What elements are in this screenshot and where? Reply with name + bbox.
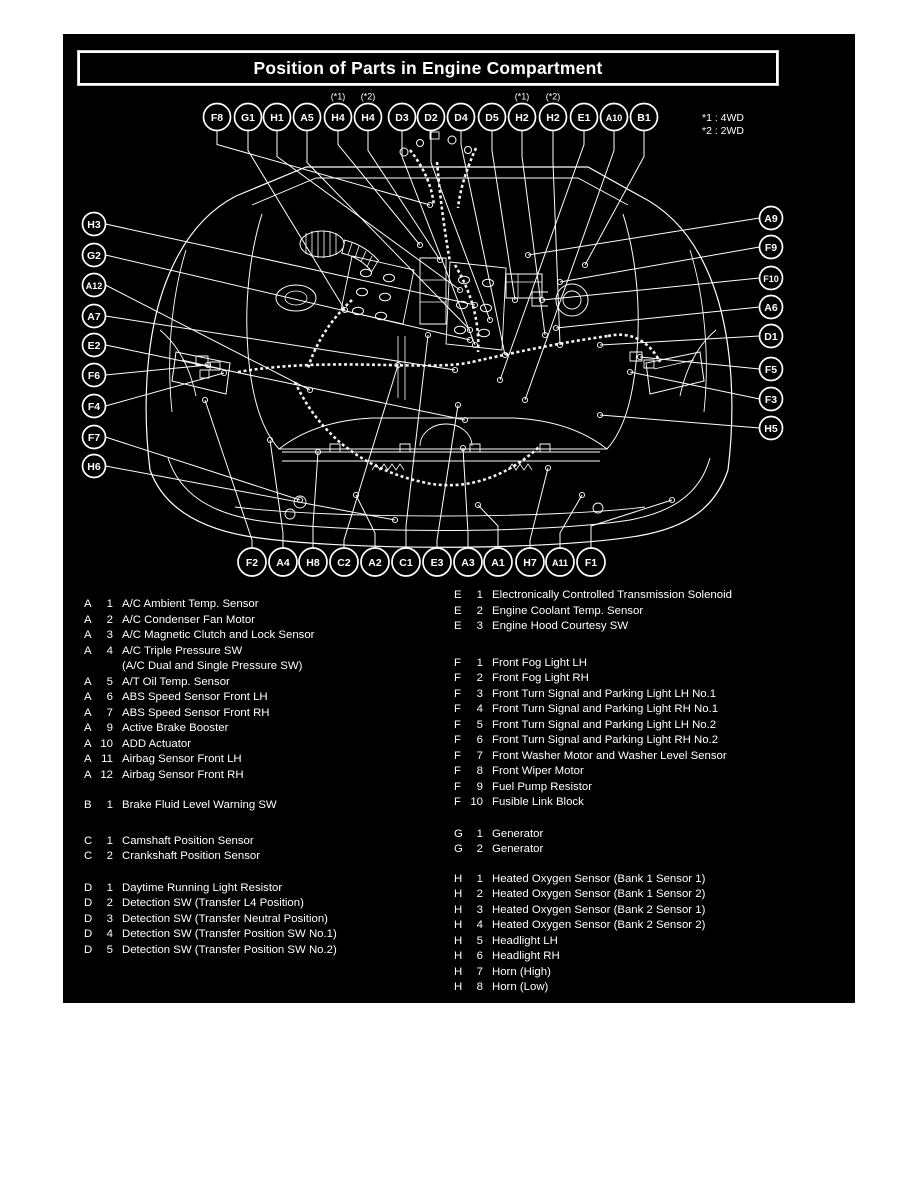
legend-code-number: 6 — [476, 734, 483, 746]
leader-line-H1 — [277, 131, 460, 291]
leader-line-F2 — [205, 400, 252, 548]
legend-code-letter: D — [84, 943, 93, 956]
callout-label-H6: H6 — [87, 460, 101, 473]
legend-code-letter: A — [84, 675, 92, 688]
legend-part-name: A/T Oil Temp. Sensor — [122, 675, 230, 688]
legend-code-letter: F — [454, 780, 461, 793]
legend-code-number: 1 — [106, 881, 113, 894]
legend-code-number: 1 — [476, 872, 483, 885]
legend-part-name: Headlight RH — [492, 950, 560, 962]
legend-code-letter: F — [454, 734, 461, 746]
legend-code-letter: A — [84, 768, 92, 781]
callout-label-G2: G2 — [86, 249, 102, 262]
legend-code-number: 1 — [106, 799, 113, 811]
legend-code-letter: C — [84, 834, 93, 847]
callout-label-A1: A1 — [491, 556, 505, 569]
legend-section — [84, 834, 337, 865]
legend-code-number: 4 — [476, 703, 483, 715]
legend-code-letter: D — [84, 928, 93, 940]
callout-label-F8: F8 — [210, 111, 224, 124]
legend-code-number: 12 — [100, 768, 113, 781]
legend-row — [454, 656, 732, 672]
legend-code-letter: C — [84, 850, 93, 862]
legend-part-name: A/C Triple Pressure SW — [122, 644, 243, 657]
callout-label-C1: C1 — [399, 556, 413, 569]
legend-row — [454, 872, 732, 888]
leader-line-D1 — [600, 336, 760, 345]
legend-code-letter: G — [454, 843, 463, 855]
leader-lines — [106, 131, 760, 549]
legend-row — [84, 659, 337, 675]
legend-part-name: Heated Oxygen Sensor (Bank 1 Sensor 2) — [492, 888, 706, 900]
legend-code-letter: H — [454, 934, 463, 947]
legend-code-letter: H — [454, 903, 463, 916]
page-title: Position of Parts in Engine Compartment — [253, 57, 603, 78]
note-4wd: *1 : 4WD — [702, 112, 745, 124]
legend-code-number: 8 — [476, 765, 483, 777]
leader-line-H2 — [522, 131, 545, 336]
legend-part-name: Brake Fluid Level Warning SW — [122, 799, 277, 811]
callout-label-D2: D2 — [424, 111, 438, 124]
legend-row — [84, 943, 337, 959]
callout-label-A7: A7 — [87, 310, 101, 323]
legend-code-number: 3 — [476, 687, 483, 700]
callout-label-F5: F5 — [764, 363, 778, 376]
callout-label-B1: B1 — [637, 111, 651, 124]
legend-section — [84, 597, 337, 783]
legend-left-column — [84, 597, 337, 958]
legend-part-name: Front Turn Signal and Parking Light RH No.2 — [492, 734, 719, 746]
callout-label-A9: A9 — [764, 212, 778, 225]
legend-code-letter: H — [454, 888, 463, 900]
legend-code-letter: F — [454, 765, 461, 777]
legend-code-number: 2 — [106, 897, 113, 909]
legend-code-letter: A — [84, 644, 92, 657]
leader-line-A6 — [556, 307, 760, 328]
legend-part-name: Fusible Link Block — [492, 796, 584, 808]
leader-line-D3 — [402, 131, 475, 346]
callout-label-A4: A4 — [276, 556, 290, 569]
callout-label-F3: F3 — [764, 393, 778, 406]
legend-code-number: 2 — [106, 850, 113, 862]
legend-code-letter: A — [84, 598, 92, 610]
legend-part-name: Airbag Sensor Front LH — [122, 753, 242, 765]
legend-part-name: A/C Condenser Fan Motor — [122, 613, 255, 626]
legend-row — [84, 721, 337, 737]
legend-code-number — [98, 659, 113, 675]
leader-line-H4 — [338, 131, 420, 246]
leader-line-H5 — [600, 415, 760, 428]
leader-line-A3 — [463, 448, 468, 548]
callout-label-C2: C2 — [337, 556, 351, 569]
legend-code-number: 2 — [476, 843, 483, 855]
legend-part-name: Engine Coolant Temp. Sensor — [492, 604, 644, 617]
legend-code-letter: F — [454, 687, 461, 700]
legend-code-number: 1 — [476, 656, 483, 669]
legend-code-number: 9 — [106, 722, 113, 734]
legend-code-number: 2 — [476, 888, 483, 900]
legend-part-name: Fuel Pump Resistor — [492, 780, 593, 793]
legend-code-letter — [84, 659, 98, 675]
legend-row — [454, 718, 732, 734]
legend-code-letter: E — [454, 589, 462, 601]
legend-part-name: Front Turn Signal and Parking Light RH No.1 — [492, 703, 719, 715]
legend-code-letter: G — [454, 827, 463, 840]
callout-label-A5: A5 — [300, 111, 314, 124]
callout-label-F10: F10 — [763, 273, 779, 284]
legend-part-name: Front Washer Motor and Washer Level Sensor — [492, 749, 727, 762]
callout-label-G1: G1 — [240, 111, 256, 124]
legend-section — [454, 656, 732, 811]
callout-label-F2: F2 — [245, 556, 259, 569]
legend-row — [84, 628, 337, 644]
legend-row — [84, 706, 337, 722]
callout-label-A2: A2 — [368, 556, 382, 569]
legend-code-letter: F — [454, 703, 461, 715]
legend-part-name: Electronically Controlled Transmission Solenoid — [492, 589, 732, 601]
legend-part-name: Active Brake Booster — [122, 722, 229, 734]
legend-code-number: 11 — [101, 753, 113, 765]
callout-label-F7: F7 — [87, 431, 101, 444]
leader-line-H6 — [106, 466, 396, 520]
legend-code-number: 7 — [476, 749, 483, 762]
legend-right-column — [454, 588, 732, 996]
legend-part-name: Front Turn Signal and Parking Light LH No.1 — [492, 687, 717, 700]
legend-code-letter: A — [84, 722, 92, 734]
legend-part-name: Detection SW (Transfer Position SW No.1) — [122, 928, 337, 940]
callout-label-H4: H4 — [331, 111, 345, 124]
legend-code-letter: A — [84, 613, 92, 626]
legend-code-letter: D — [84, 897, 93, 909]
legend-row — [454, 780, 732, 796]
legend-row — [84, 798, 337, 814]
legend-code-letter: F — [454, 749, 461, 762]
legend-code-letter: A — [84, 691, 92, 703]
legend-code-number: 3 — [106, 629, 113, 641]
legend-row — [454, 827, 732, 843]
legend-code-number: 6 — [476, 950, 483, 962]
callout-label-H7: H7 — [523, 556, 537, 569]
callout-label-A3: A3 — [461, 556, 475, 569]
legend-row — [454, 671, 732, 687]
legend-part-name: Front Wiper Motor — [492, 765, 584, 777]
legend-row — [454, 588, 732, 604]
leader-line-F6 — [106, 365, 209, 375]
legend-code-number: 8 — [476, 981, 483, 993]
callout-label-E3: E3 — [430, 556, 444, 569]
leader-line-E2 — [106, 345, 466, 420]
legend-part-name: Front Fog Light RH — [492, 672, 589, 684]
legend-code-letter: A — [84, 629, 92, 641]
callout-label-E2: E2 — [87, 339, 101, 352]
legend-code-letter: F — [454, 796, 461, 808]
legend-code-letter: H — [454, 872, 463, 885]
legend-row — [454, 795, 732, 811]
legend-part-name: ABS Speed Sensor Front LH — [122, 691, 268, 703]
legend-part-name: Airbag Sensor Front RH — [122, 768, 244, 781]
legend-row — [454, 687, 732, 703]
leader-line-D5 — [492, 131, 515, 301]
callout-label-A11: A11 — [551, 557, 569, 568]
legend-code-number: 6 — [106, 691, 113, 703]
legend-code-number: 5 — [106, 675, 113, 688]
legend-code-letter: H — [454, 919, 463, 931]
legend-row — [84, 675, 337, 691]
callout-label-A6: A6 — [764, 301, 778, 314]
legend-section — [84, 881, 337, 959]
legend-code-number: 7 — [476, 965, 483, 978]
legend-row — [454, 619, 732, 635]
legend-code-number: 5 — [106, 943, 113, 956]
legend-row — [454, 934, 732, 950]
legend-part-name: ABS Speed Sensor Front RH — [122, 706, 270, 719]
legend-code-number: 1 — [106, 598, 113, 610]
legend-code-number: 1 — [476, 589, 483, 601]
legend-part-name: Heated Oxygen Sensor (Bank 1 Sensor 1) — [492, 872, 706, 885]
legend-code-number: 2 — [476, 672, 483, 684]
callout-label-E1: E1 — [577, 111, 591, 124]
callout-label-H1: H1 — [270, 111, 284, 124]
legend-row — [454, 980, 732, 996]
legend-row — [84, 896, 337, 912]
legend-code-number: 4 — [106, 644, 113, 657]
note-2wd: *2 : 2WD — [702, 125, 745, 137]
legend-row — [84, 881, 337, 897]
leader-line-E3 — [437, 405, 458, 548]
legend-row — [454, 965, 732, 981]
legend-part-name: Detection SW (Transfer Position SW No.2) — [122, 943, 337, 956]
leader-line-A12 — [106, 285, 311, 390]
legend-code-number: 3 — [476, 903, 483, 916]
legend-part-name: Daytime Running Light Resistor — [122, 881, 283, 894]
legend-row — [454, 918, 732, 934]
legend-row — [454, 733, 732, 749]
callout-label-H8: H8 — [306, 556, 320, 569]
legend-code-letter: B — [84, 799, 92, 811]
callout-label-H5: H5 — [764, 422, 778, 435]
legend-code-number: 4 — [106, 928, 113, 940]
legend-code-letter: E — [454, 604, 462, 617]
legend-code-letter: E — [454, 620, 462, 632]
legend-code-letter: A — [84, 753, 92, 765]
legend-row — [84, 644, 337, 660]
legend-code-number: 10 — [100, 737, 113, 750]
legend-row — [454, 887, 732, 903]
callout-label-H2: H2 — [515, 111, 529, 124]
leader-line-D2 — [431, 131, 490, 321]
legend-code-number: 10 — [470, 796, 483, 808]
callout-label-A10: A10 — [605, 112, 623, 123]
leader-line-C2 — [344, 365, 398, 548]
legend-part-name: A/C Magnetic Clutch and Lock Sensor — [122, 629, 315, 641]
legend-code-number: 5 — [476, 934, 483, 947]
leader-line-A10 — [525, 131, 614, 401]
leader-line-F8 — [217, 131, 430, 206]
legend-code-number: 2 — [106, 613, 113, 626]
callout-label-H3: H3 — [87, 218, 101, 231]
callout-sup-H2: (*2) — [545, 91, 561, 102]
legend-part-name: Front Turn Signal and Parking Light LH No.2 — [492, 718, 717, 731]
leader-line-F10 — [542, 278, 760, 300]
legend-part-name: Crankshaft Position Sensor — [122, 850, 261, 862]
legend-part-name: Generator — [492, 843, 544, 855]
legend-code-letter: F — [454, 672, 461, 684]
legend-row — [454, 949, 732, 965]
legend-row — [454, 702, 732, 718]
legend-row — [454, 842, 732, 858]
callout-label-F4: F4 — [87, 400, 101, 413]
legend-code-letter: D — [84, 912, 93, 925]
legend-code-number: 1 — [106, 834, 113, 847]
leader-line-A1 — [478, 505, 498, 548]
legend-part-name: Heated Oxygen Sensor (Bank 2 Sensor 2) — [492, 919, 706, 931]
legend-code-number: 5 — [476, 718, 483, 731]
legend-part-name: A/C Ambient Temp. Sensor — [122, 598, 259, 610]
legend-part-name: (A/C Dual and Single Pressure SW) — [122, 660, 303, 672]
callout-label-D3: D3 — [395, 111, 409, 124]
legend-code-letter: H — [454, 950, 463, 962]
leader-line-A2 — [356, 495, 375, 548]
legend-code-number: 3 — [106, 912, 113, 925]
legend-code-letter: A — [84, 737, 92, 750]
legend-part-name: Horn (High) — [492, 965, 551, 978]
legend-code-number: 7 — [106, 706, 113, 719]
legend-part-name: Heated Oxygen Sensor (Bank 2 Sensor 1) — [492, 903, 706, 916]
legend-code-number: 1 — [476, 827, 483, 840]
legend-row — [84, 737, 337, 753]
leader-line-H8 — [313, 452, 318, 548]
legend-part-name: Front Fog Light LH — [492, 656, 587, 669]
legend-code-number: 4 — [476, 919, 483, 931]
legend-row — [84, 768, 337, 784]
callout-sup-H2: (*1) — [514, 91, 530, 102]
callout-label-F1: F1 — [584, 556, 598, 569]
legend-code-letter: F — [454, 656, 461, 669]
leader-line-F3 — [630, 372, 760, 399]
legend-row — [454, 764, 732, 780]
callout-label-F6: F6 — [87, 369, 101, 382]
legend-part-name: Camshaft Position Sensor — [122, 834, 254, 847]
legend-code-number: 3 — [476, 620, 483, 632]
legend-row — [454, 604, 732, 620]
legend-code-letter: H — [454, 965, 463, 978]
callout-label-A12: A12 — [85, 280, 103, 291]
legend-part-name: Horn (Low) — [492, 981, 549, 993]
leader-line-F5 — [640, 357, 760, 369]
legend-row — [84, 752, 337, 768]
callout-label-H4: H4 — [361, 111, 375, 124]
legend-part-name: Detection SW (Transfer L4 Position) — [122, 897, 304, 909]
legend-code-number: 9 — [476, 780, 483, 793]
callout-label-F9: F9 — [764, 241, 778, 254]
legend-row — [84, 690, 337, 706]
legend-code-letter: A — [84, 706, 92, 719]
callout-circles — [83, 92, 783, 577]
callout-label-D4: D4 — [454, 111, 468, 124]
legend-code-letter: F — [454, 718, 461, 731]
legend-part-name: Generator — [492, 827, 544, 840]
legend-part-name: Engine Hood Courtesy SW — [492, 620, 629, 632]
legend-code-letter: D — [84, 881, 93, 894]
legend-row — [454, 903, 732, 919]
legend-row — [84, 597, 337, 613]
legend-code-letter: H — [454, 981, 463, 993]
legend-row — [84, 834, 337, 850]
leader-line-A11 — [560, 495, 582, 548]
leader-line-D4 — [461, 131, 505, 356]
callout-label-H2: H2 — [546, 111, 560, 124]
legend-section — [454, 588, 732, 635]
legend-part-name: ADD Actuator — [122, 737, 192, 750]
legend-part-name: Detection SW (Transfer Neutral Position) — [122, 912, 328, 925]
legend-part-name: Headlight LH — [492, 934, 558, 947]
legend-section — [84, 798, 337, 814]
leader-line-H7 — [530, 468, 548, 548]
legend-row — [454, 749, 732, 765]
callout-label-D1: D1 — [764, 330, 778, 343]
leader-line-A9 — [528, 218, 760, 255]
legend-row — [84, 849, 337, 865]
legend-section — [454, 872, 732, 996]
legend-row — [84, 912, 337, 928]
leader-line-F9 — [560, 247, 760, 282]
callout-label-D5: D5 — [485, 111, 499, 124]
diagram-panel — [63, 34, 855, 1003]
leader-line-E1 — [500, 131, 584, 381]
legend-code-number: 2 — [476, 604, 483, 617]
callout-sup-H4: (*2) — [360, 91, 376, 102]
legend-section — [454, 827, 732, 858]
legend-row — [84, 927, 337, 943]
callout-sup-H4: (*1) — [330, 91, 346, 102]
legend-row — [84, 613, 337, 629]
